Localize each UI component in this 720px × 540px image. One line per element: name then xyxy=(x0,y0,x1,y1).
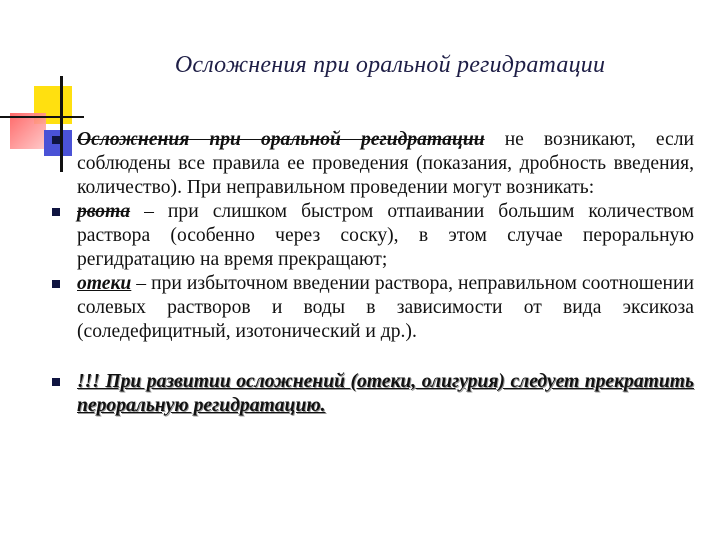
item-text: – при слишком быстром отпаивании большим количеством раствора (особенно через соску), в этом случае пероральную регидратацию на время прекращают; xyxy=(77,201,694,270)
slide-title: Осложнения при оральной регидратации xyxy=(174,52,606,78)
list-item xyxy=(52,128,694,200)
list-item xyxy=(52,272,694,344)
list-item xyxy=(52,200,694,272)
bullet-square-icon xyxy=(52,280,60,288)
bullet-square-icon xyxy=(52,378,60,386)
warning-text: !!! При развитии осложнений (отеки, олигурия) следует прекратить пероральную регидратацию. xyxy=(77,371,694,416)
item-lead-complications: Осложнения при оральной регидратации xyxy=(77,129,485,150)
bullet-list xyxy=(52,128,694,418)
item-lead-vomiting: рвота xyxy=(77,201,131,222)
bullet-square-icon xyxy=(52,208,60,216)
decorative-red-square xyxy=(10,113,46,149)
list-item xyxy=(52,370,694,418)
item-lead-edema: отеки xyxy=(77,273,132,294)
item-text: – при избыточном введении раствора, неправильном соотношении солевых растворов и воды в зависимости от вида эксикоза (соледефицитный, изотонический и др.). xyxy=(77,273,694,342)
decorative-horizontal-line xyxy=(0,116,84,118)
item-text: не возникают, если соблюдены все правила ее проведения (показания, дробность введения, количество). При неправильном проведении могут возникать: xyxy=(77,129,694,198)
bullet-square-icon xyxy=(52,136,60,144)
